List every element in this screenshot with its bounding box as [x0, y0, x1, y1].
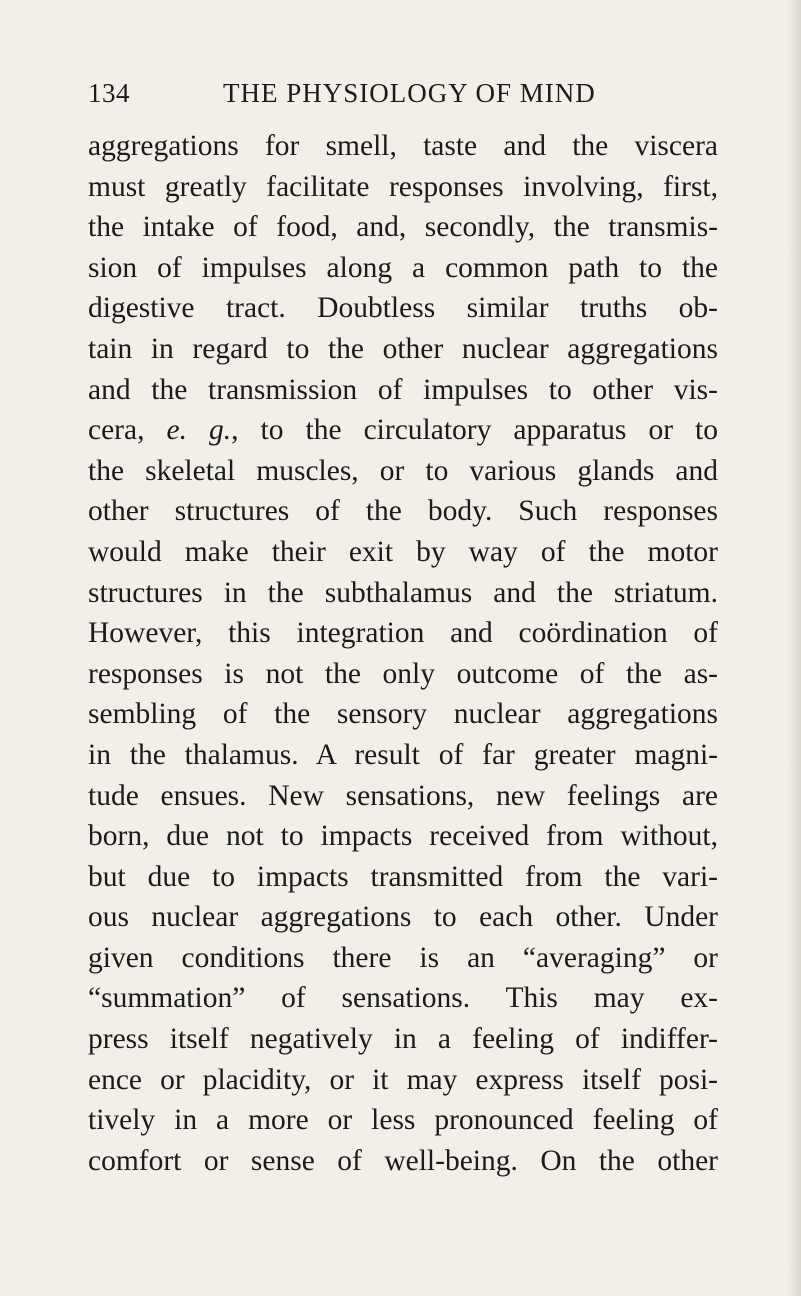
- running-title: THE PHYSIOLOGY OF MIND: [223, 78, 596, 108]
- text-line: [88, 410, 718, 451]
- text-line: the skeletal muscles, or to various glands and: [88, 454, 718, 487]
- text-line: tively in a more or less pronounced feeling of: [88, 1104, 718, 1137]
- text-line: comfort or sense of well-being. On the other: [88, 1144, 718, 1177]
- text-line: sion of impulses along a common path to the: [88, 251, 718, 284]
- text-line: in the thalamus. A result of far greater magni-: [88, 738, 718, 771]
- italic-abbreviation: e. g.: [166, 414, 232, 447]
- text-line: digestive tract. Doubtless similar truths ob-: [88, 292, 718, 325]
- text-line: must greatly facilitate responses involving, first,: [88, 170, 718, 203]
- running-head: [88, 78, 718, 118]
- text-line: sembling of the sensory nuclear aggregations: [88, 698, 718, 731]
- text-line: “summation” of sensations. This may ex-: [88, 982, 718, 1015]
- text-line: However, this integration and coördination of: [88, 617, 718, 650]
- text-line: structures in the subthalamus and the striatum.: [88, 576, 718, 609]
- text-line: ence or placidity, or it may express itself posi-: [88, 1063, 718, 1096]
- text-line: press itself negatively in a feeling of indiffer-: [88, 1023, 718, 1056]
- text-fragment: cera,: [88, 414, 167, 447]
- text-line: aggregations for smell, taste and the viscera: [88, 130, 718, 162]
- text-line: tude ensues. New sensations, new feelings are: [88, 779, 718, 812]
- body-paragraph: [88, 126, 718, 1181]
- text-line: the intake of food, and, secondly, the transmis-: [88, 211, 718, 244]
- text-fragment: , to the circulatory apparatus or to: [231, 414, 718, 447]
- text-line: and the transmission of impulses to other vis-: [88, 373, 718, 406]
- text-line: but due to impacts transmitted from the vari-: [88, 860, 718, 893]
- text-line: responses is not the only outcome of the as-: [88, 657, 718, 690]
- text-line: tain in regard to the other nuclear aggregations: [88, 332, 718, 365]
- text-line: would make their exit by way of the motor: [88, 535, 718, 568]
- text-line: born, due not to impacts received from without,: [88, 820, 718, 853]
- page-number: 134: [88, 78, 130, 108]
- text-line: ous nuclear aggregations to each other. Under: [88, 901, 718, 934]
- text-line: other structures of the body. Such responses: [88, 495, 718, 528]
- text-line: given conditions there is an “averaging” or: [88, 941, 718, 974]
